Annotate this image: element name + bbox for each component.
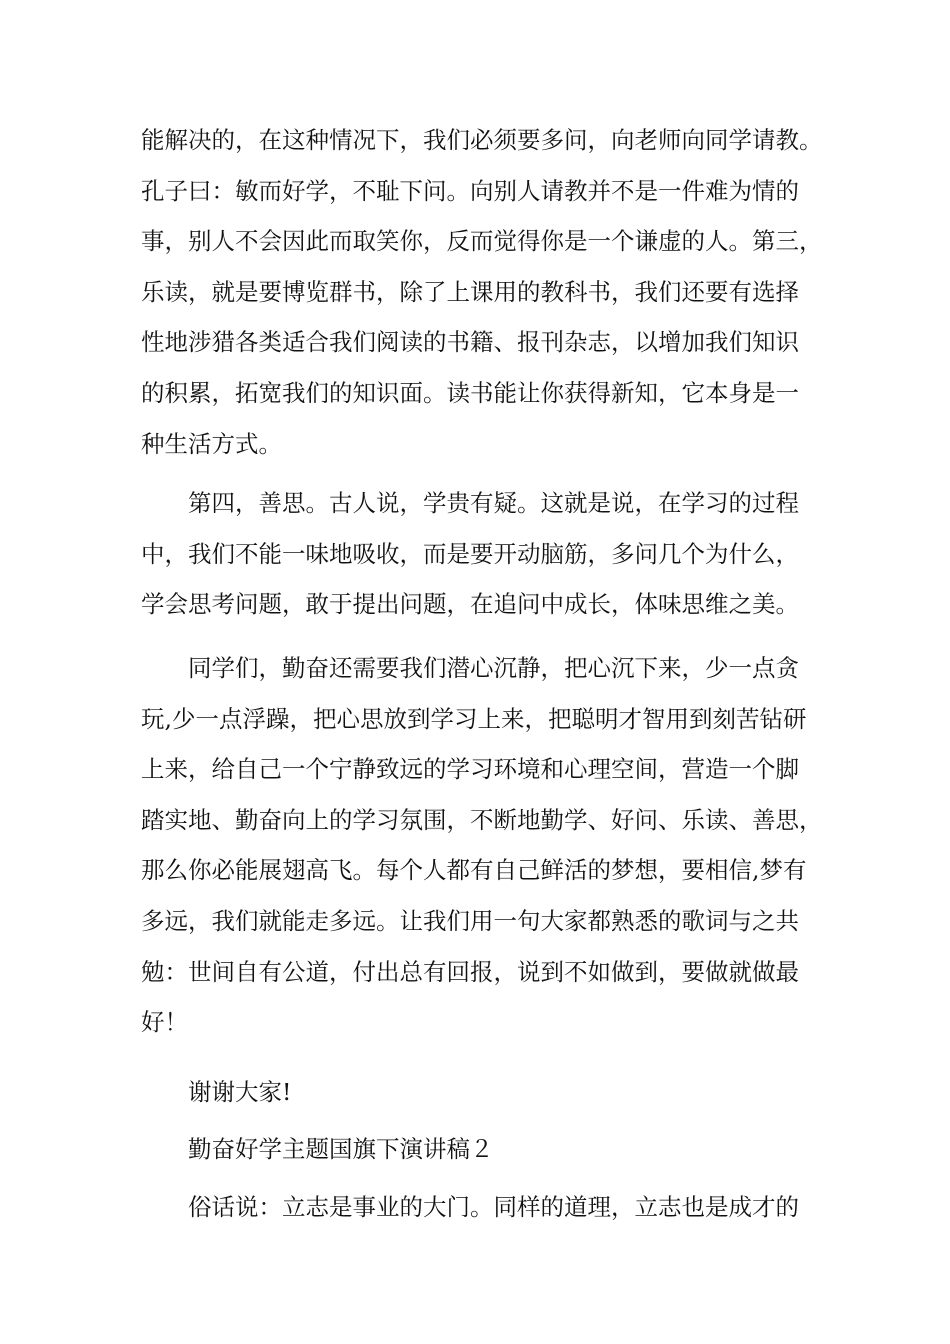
text-line: 性地涉猎各类适合我们阅读的书籍、报刊杂志，以增加我们知识 bbox=[141, 328, 799, 357]
text-line: 上来，给自己一个宁静致远的学习环境和心理空间，营造一个脚 bbox=[141, 755, 799, 784]
text-line: 多远，我们就能走多远。让我们用一句大家都熟悉的歌词与之共 bbox=[141, 906, 799, 935]
paragraph-ask-and-read bbox=[141, 115, 831, 469]
text-line: 的积累，拓宽我们的知识面。读书能让你获得新知，它本身是一 bbox=[141, 378, 799, 407]
text-line: 种生活方式。 bbox=[141, 429, 282, 458]
text-line: 事，别人不会因此而取笑你，反而觉得你是一个谦虚的人。第三， bbox=[141, 227, 823, 256]
paragraph-thanks bbox=[141, 1067, 831, 1118]
text-line: 俗话说：立志是事业的大门。同样的道理，立志也是成才的 bbox=[188, 1193, 799, 1221]
section-heading bbox=[141, 1124, 831, 1175]
text-line: 能解决的，在这种情况下，我们必须要多问，向老师向同学请教。 bbox=[141, 126, 823, 154]
text-line: 孔子曰：敏而好学，不耻下问。向别人请教并不是一件难为情的 bbox=[141, 176, 799, 205]
text-line: 中，我们不能一味地吸收，而是要开动脑筋，多问几个为什么， bbox=[141, 539, 799, 568]
text-line: 第四，善思。古人说，学贵有疑。这就是说，在学习的过程 bbox=[188, 489, 799, 517]
text-line: 学会思考问题，敢于提出问题，在追问中成长，体味思维之美。 bbox=[141, 590, 799, 619]
text-line: 乐读，就是要博览群书，除了上课用的教科书，我们还要有选择 bbox=[141, 277, 799, 306]
paragraph-ambition bbox=[141, 1182, 831, 1233]
text-line: 谢谢大家! bbox=[188, 1078, 292, 1106]
text-line: 踏实地、勤奋向上的学习氛围，不断地勤学、好问、乐读、善思， bbox=[141, 805, 823, 834]
text-line: 那么你必能展翅高飞。每个人都有自己鲜活的梦想，要相信,梦有 bbox=[141, 856, 807, 885]
paragraph-classmates bbox=[141, 643, 831, 1048]
text-line: 勉：世间自有公道，付出总有回报，说到不如做到，要做就做最 bbox=[141, 957, 799, 986]
paragraph-think-well bbox=[141, 478, 831, 630]
heading-text: 勤奋好学主题国旗下演讲稿２ bbox=[188, 1135, 494, 1163]
text-line: 玩,少一点浮躁，把心思放到学习上来，把聪明才智用到刻苦钻研 bbox=[141, 704, 807, 733]
text-line: 好！ bbox=[141, 1008, 188, 1037]
text-line: 同学们，勤奋还需要我们潜心沉静，把心沉下来，少一点贪 bbox=[188, 654, 799, 682]
